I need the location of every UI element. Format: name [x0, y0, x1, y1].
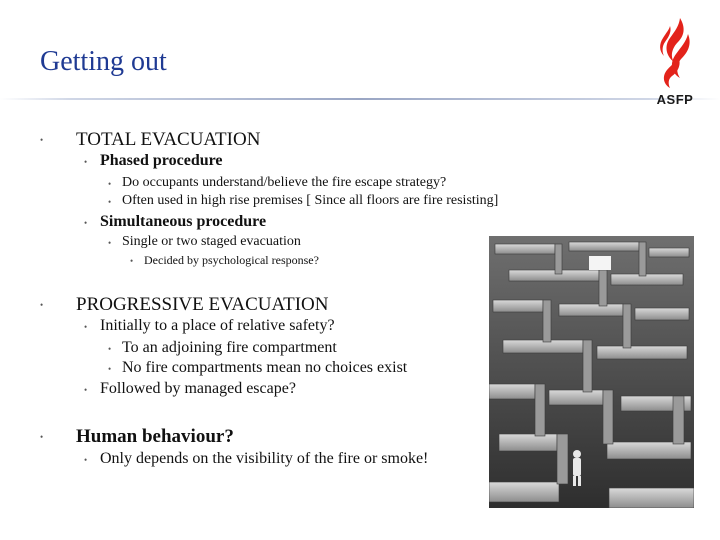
outline-item: Do occupants understand/believe the fire escape strategy? — [122, 175, 447, 190]
flame-icon — [650, 16, 700, 96]
outline-item: Only depends on the visibility of the fire or smoke! — [100, 450, 429, 467]
outline-item: Phased procedure — [100, 152, 223, 169]
bullet-icon: • — [108, 238, 112, 248]
bullet-icon: • — [84, 218, 88, 228]
asfp-logo — [650, 16, 700, 112]
bullet-icon: • — [84, 385, 88, 395]
outline-item: To an adjoining fire compartment — [122, 339, 337, 356]
slide-title: Getting out — [40, 46, 167, 77]
outline-item: Simultaneous procedure — [100, 213, 267, 230]
outline-item: Decided by psychological response? — [144, 253, 319, 267]
bullet-icon: • — [84, 455, 88, 465]
bullet-icon: • — [84, 322, 88, 332]
bullet-icon: • — [108, 364, 112, 374]
bullet-icon: • — [108, 344, 112, 354]
outline-item: Human behaviour? — [76, 426, 234, 447]
outline-item: Followed by managed escape? — [100, 380, 296, 397]
outline-item: PROGRESSIVE EVACUATION — [76, 294, 329, 315]
outline-item: No fire compartments mean no choices exist — [122, 359, 408, 376]
bullet-icon: • — [108, 179, 112, 189]
bullet-icon: • — [40, 300, 44, 310]
bullet-icon: • — [40, 135, 44, 145]
bullet-icon: • — [40, 432, 44, 442]
title-divider — [0, 98, 720, 100]
outline-item: Often used in high rise premises [ Since all floors are fire resisting] — [122, 193, 499, 208]
maze-image — [489, 236, 694, 508]
bullet-icon: • — [130, 256, 134, 266]
outline-item: Single or two staged evacuation — [122, 234, 301, 249]
outline-item: Initially to a place of relative safety? — [100, 317, 335, 334]
outline-item: TOTAL EVACUATION — [76, 129, 261, 150]
logo-text: ASFP — [656, 92, 694, 107]
bullet-icon: • — [108, 197, 112, 207]
bullet-icon: • — [84, 157, 88, 167]
